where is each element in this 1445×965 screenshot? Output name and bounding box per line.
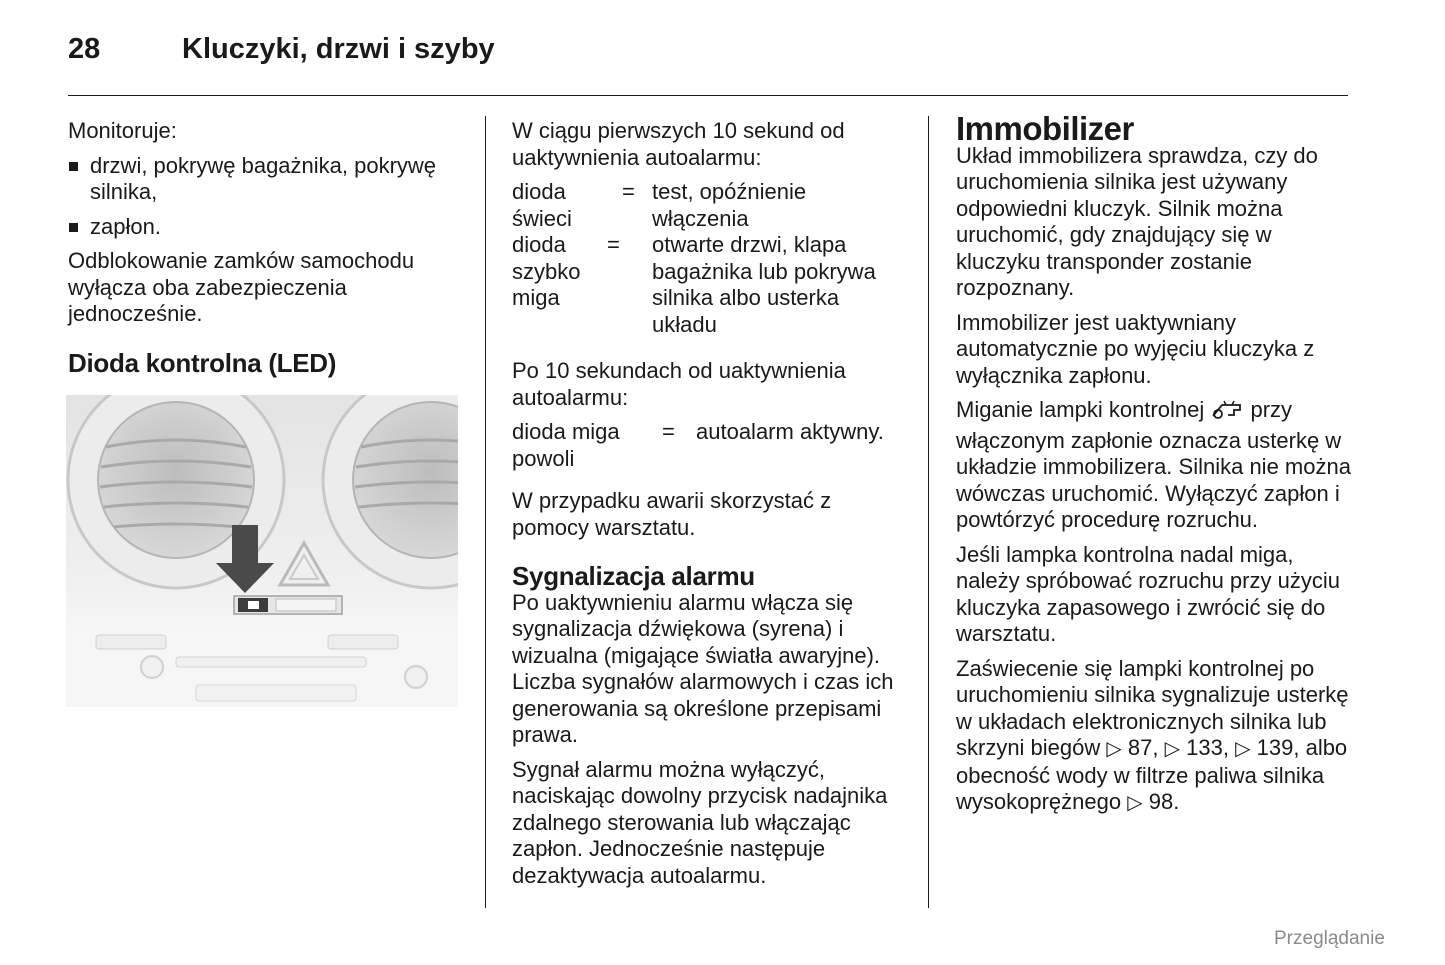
- after-10s-intro: Po 10 sekundach od uaktywnienia autoalarmu:: [512, 358, 846, 410]
- p3-end: przy włączonym zapłonie oznacza usterkę w układzie immobilizera. Silnika nie można wówczas uruchomić. Wyłączyć zapłon i powtórzyć procedurę rozruchu.: [956, 397, 1351, 532]
- led-description: otwarte drzwi, klapa bagażnika lub pokrywa silnika albo usterka układu: [652, 232, 876, 337]
- immobilizer-heading: Immobilizer: [956, 110, 1134, 147]
- led-term: dioda szybko miga: [512, 232, 581, 310]
- page-reference-arrow-icon: ▷: [1235, 738, 1251, 760]
- p5-end: albo obecność wody w filtrze paliwa silnika wysokoprężnego: [956, 735, 1348, 814]
- page-reference-arrow-icon: ▷: [1164, 738, 1181, 760]
- column-2: [512, 118, 912, 897]
- page-ref-link[interactable]: 98: [1148, 789, 1174, 814]
- bullet-item: drzwi, pokrywę bagażnika, pokrywę silnika,: [68, 153, 468, 206]
- equals-sign: =: [607, 232, 620, 257]
- column-divider-2: [928, 116, 929, 908]
- led-description: autoalarm aktywny.: [696, 419, 884, 444]
- page-reference-arrow-icon: ▷: [1106, 738, 1122, 760]
- led-description: test, opóźnienie włączenia: [652, 179, 807, 231]
- led-status-row: [512, 232, 912, 338]
- equals-sign: =: [662, 419, 675, 444]
- page-ref-link[interactable]: 133: [1186, 735, 1223, 760]
- bullet-item: zapłon.: [68, 214, 468, 241]
- column-1: [68, 118, 468, 376]
- alarm-paragraph-1: Po uaktywnieniu alarmu włącza się sygnalizacja dźwiękowa (syrena) i wizualna (migające światła awaryjne). Liczba sygnałów alarmowych i czas ich generowania są określone przepisami prawa.: [512, 589, 894, 747]
- alarm-heading: Sygnalizacja alarmu: [512, 561, 755, 591]
- led-heading: Dioda kontrolna (LED): [68, 347, 337, 378]
- immobilizer-paragraph-3: [956, 397, 1354, 534]
- immobilizer-paragraph-1: Układ immobilizera sprawdza, czy do uruchomienia silnika jest używany odpowiedni kluczyk. Silnik można uruchomić, gdy znajdujący się w kluczyku transponder zostanie rozpoznany.: [956, 142, 1318, 300]
- immobilizer-paragraph-4: Jeśli lampka kontrolna nadal miga, należy spróbować rozruchu przy użyciu kluczyka zapasowego i zwrócić się do warsztatu.: [956, 541, 1340, 646]
- column-divider-1: [485, 116, 486, 908]
- equals-sign: =: [622, 179, 635, 204]
- led-status-row: [512, 419, 912, 472]
- immobilizer-paragraph-5: Zaświecenie się lampki kontrolnej po uruchomieniu silnika sygnalizuje usterkę w układach elektronicznych silnika lub skrzyni biegów ▷ 87, ▷ 133, ▷ 139, albo obecność wody w filtrze paliwa silnika wysokoprężnego ▷ 98.: [956, 655, 1349, 814]
- immobilizer-paragraph-2: Immobilizer jest uaktywniany automatycznie po wyjęciu kluczyka z wyłącznika zapłonu.: [956, 309, 1315, 388]
- page-reference-arrow-icon: ▷: [1127, 792, 1143, 814]
- page-number: 28: [68, 33, 101, 65]
- alarm-paragraph-2: Sygnał alarmu można wyłączyć, naciskając dowolny przycisk nadajnika zdalnego sterowania lub włączając zapłon. Jednocześnie następuje dezaktywacja autoalarmu.: [512, 756, 888, 888]
- page-title: Kluczyki, drzwi i szyby: [182, 33, 495, 65]
- failure-paragraph: W przypadku awarii skorzystać z pomocy warsztatu.: [512, 488, 832, 540]
- dashboard-led-illustration: [66, 395, 458, 707]
- led-term: dioda miga powoli: [512, 419, 620, 471]
- first-10s-intro: W ciągu pierwszych 10 sekund od uaktywnienia autoalarmu:: [512, 118, 845, 170]
- led-status-row: [512, 179, 912, 232]
- p3-start: Miganie lampki kontrolnej: [956, 397, 1205, 422]
- page-ref-link[interactable]: 139: [1256, 735, 1294, 760]
- monitor-intro: Monitoruje:: [68, 118, 177, 143]
- unlock-paragraph: Odblokowanie zamków samochodu wyłącza oba zabezpieczenia jednocześnie.: [68, 248, 415, 326]
- browse-link[interactable]: Przeglądanie: [1274, 928, 1385, 949]
- p5-start: Zaświecenie się lampki kontrolnej po uruchomieniu silnika sygnalizuje usterkę w układach elektronicznych silnika lub skrzyni biegów: [956, 655, 1349, 760]
- led-term: dioda świeci: [512, 179, 572, 231]
- page-ref-link[interactable]: 87: [1127, 735, 1153, 760]
- immobilizer-warning-icon: [1210, 399, 1244, 428]
- column-3: [956, 110, 1354, 825]
- header-rule: [68, 95, 1348, 96]
